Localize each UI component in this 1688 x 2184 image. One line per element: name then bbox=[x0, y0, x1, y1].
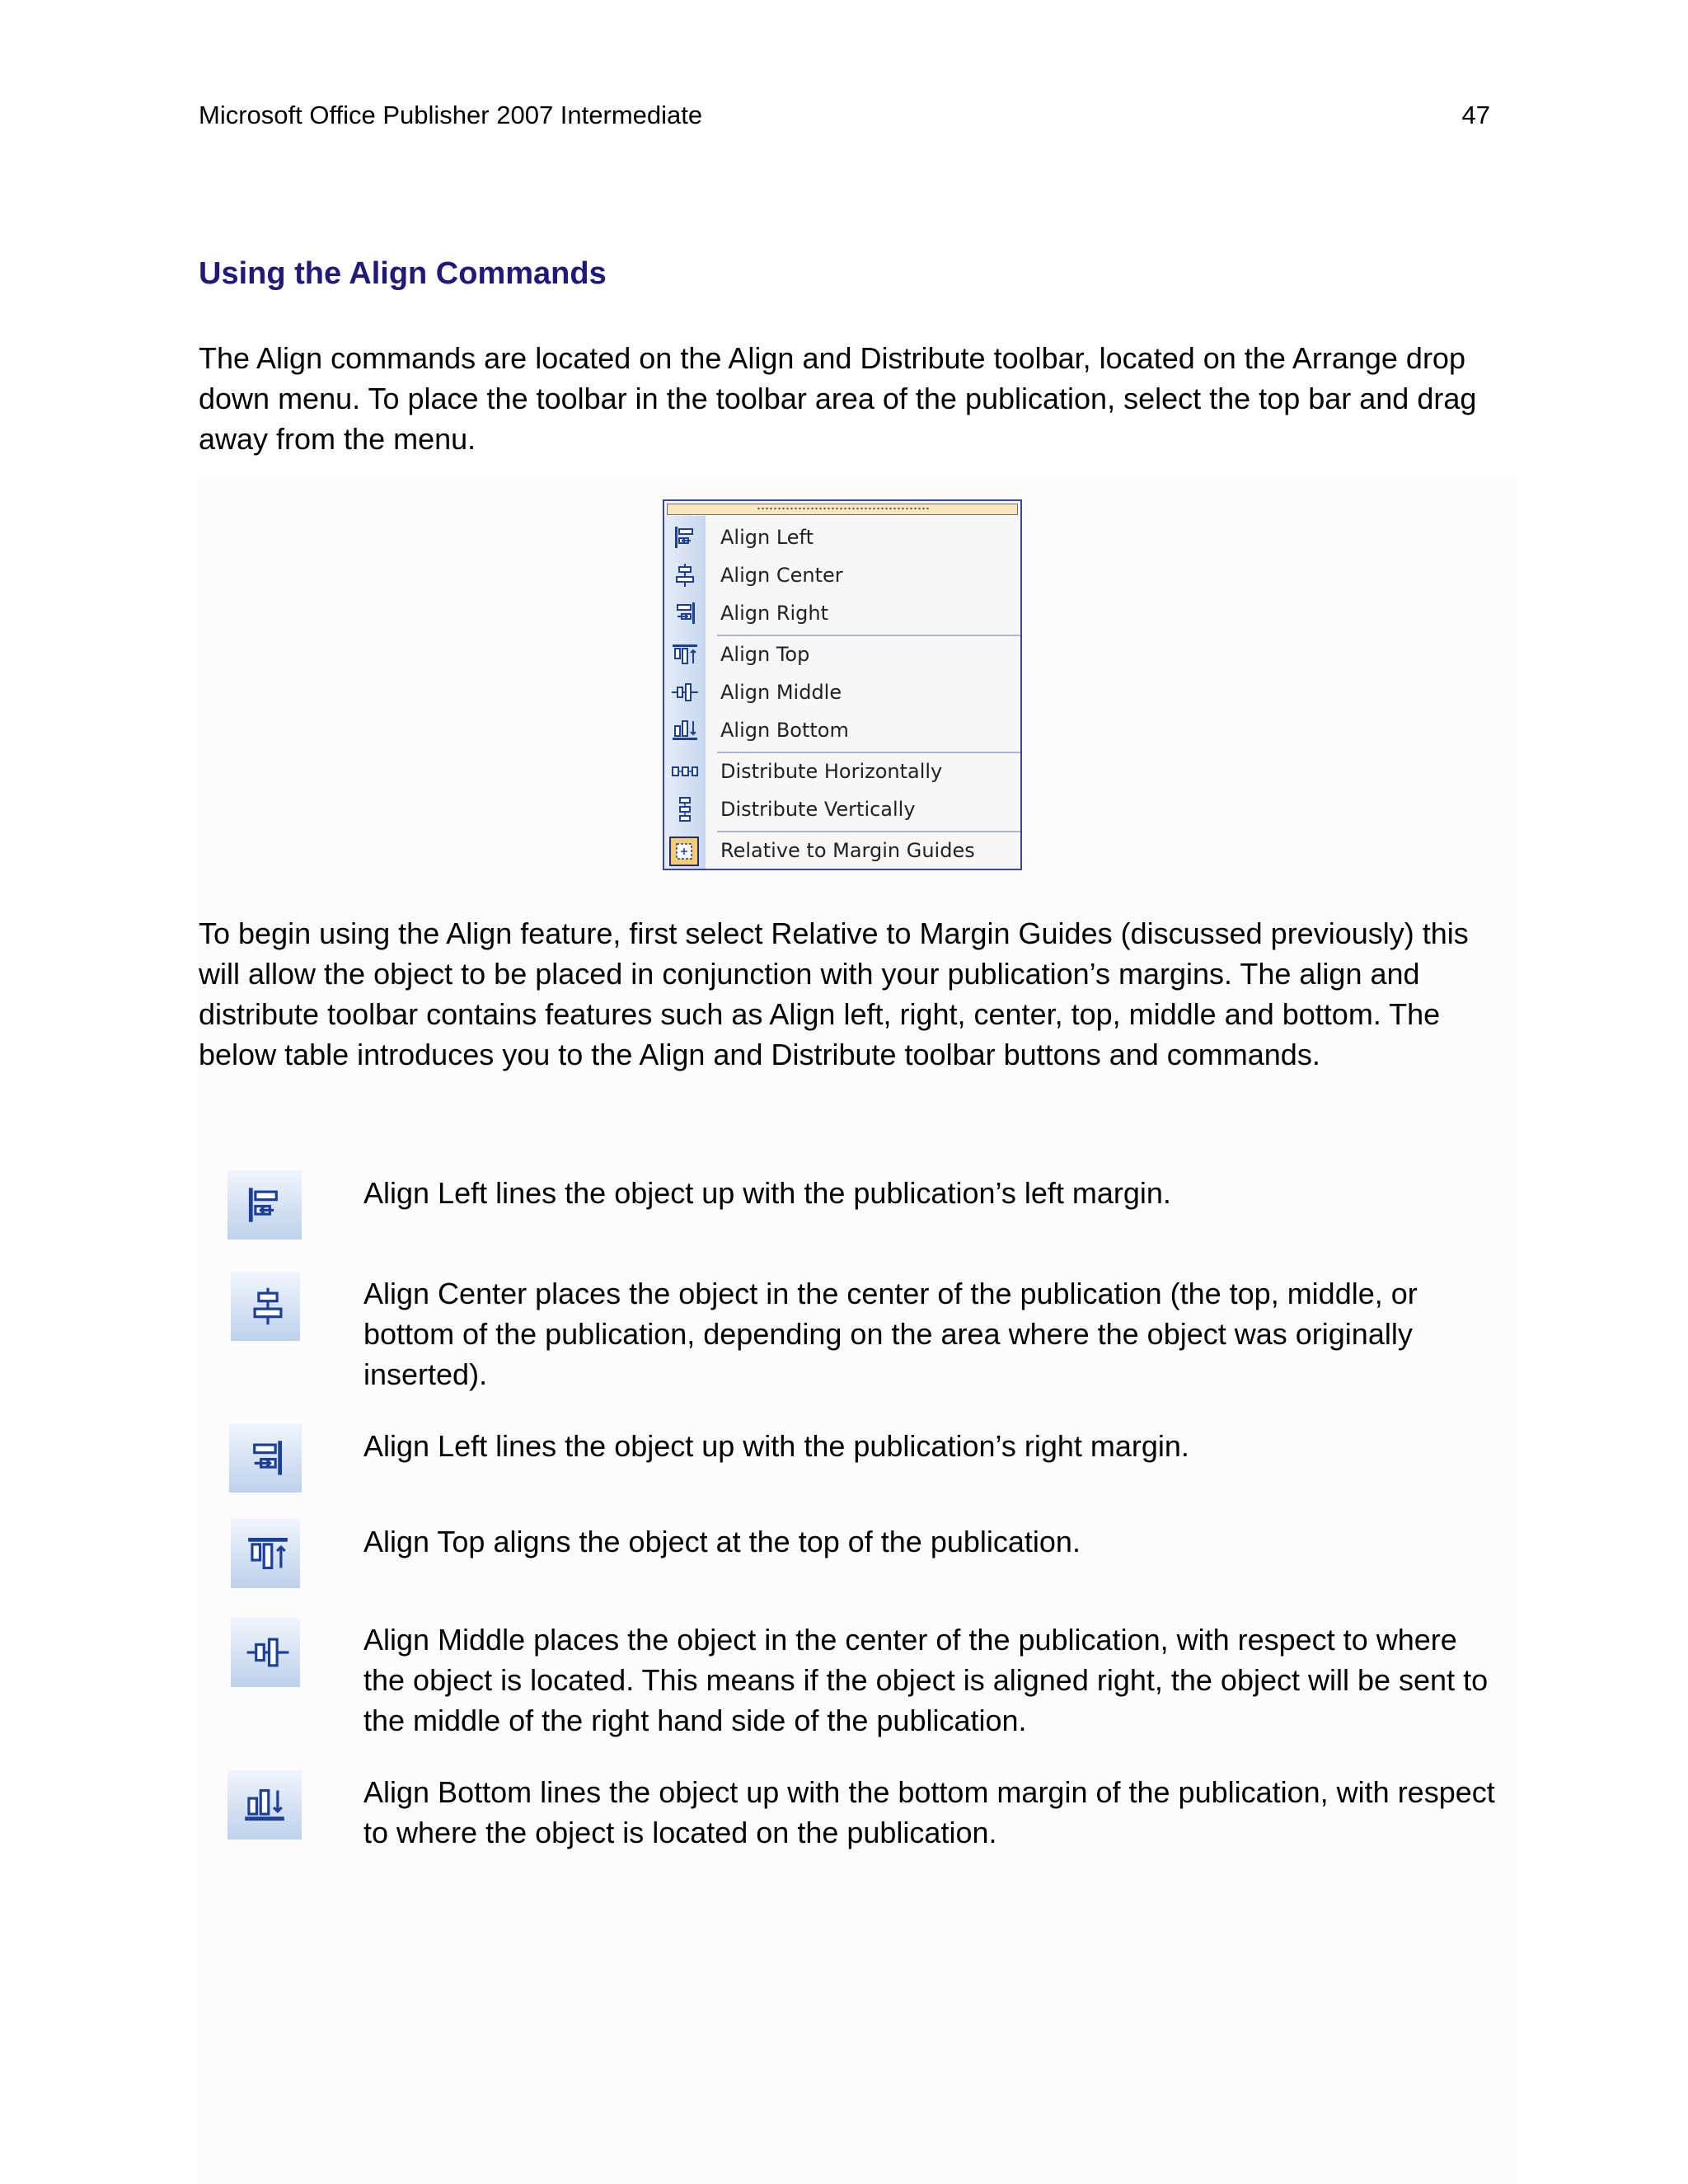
align-center-icon bbox=[671, 563, 699, 588]
align-left-icon bbox=[227, 1170, 302, 1240]
page-number: 47 bbox=[1461, 101, 1490, 129]
align-bottom-icon bbox=[671, 718, 699, 743]
body-paragraph: To begin using the Align feature, first select Relative to Margin Guides (discussed previously) this will allow the object to be placed in conjunction with your publication’s margins. The align and distribute toolbar contains features such as Align left, right, center, top, middle and bottom. The below table introduces you to the Align and Distribute toolbar buttons and commands. bbox=[199, 916, 1469, 1071]
document-title: Microsoft Office Publisher 2007 Intermediate bbox=[199, 101, 703, 129]
menu-item-label: Align Center bbox=[720, 564, 843, 587]
align-left-icon bbox=[671, 525, 699, 550]
align-top-description: Align Top aligns the object at the top of the publication. bbox=[363, 1525, 1081, 1558]
menu-item-align-right[interactable] bbox=[664, 595, 1020, 631]
align-distribute-menu bbox=[663, 499, 1022, 870]
menu-item-label: Distribute Horizontally bbox=[720, 760, 943, 783]
align-right-description: Align Left lines the object up with the publication’s right margin. bbox=[363, 1429, 1189, 1463]
align-center-description: Align Center places the object in the center of the publication (the top, middle, or bottom of the publication, depending on the area where the object was originally inserted). bbox=[363, 1277, 1418, 1391]
menu-item-align-center[interactable] bbox=[664, 557, 1020, 593]
distribute-vertically-icon bbox=[671, 797, 699, 822]
menu-item-align-bottom[interactable] bbox=[664, 712, 1020, 748]
menu-item-label: Align Bottom bbox=[720, 719, 849, 742]
intro-paragraph: The Align commands are located on the Align and Distribute toolbar, located on the Arrange drop down menu. To place the toolbar in the toolbar area of the publication, select the top bar and drag away from the menu. bbox=[199, 341, 1477, 456]
align-middle-description: Align Middle places the object in the center of the publication, with respect to where the object is located. This means if the object is aligned right, the object will be sent to the middle of the right hand side of the publication. bbox=[363, 1623, 1489, 1737]
distribute-horizontally-icon bbox=[671, 759, 699, 784]
align-bottom-description: Align Bottom lines the object up with the bottom margin of the publication, with respect to where the object is located on the publication. bbox=[363, 1775, 1495, 1849]
align-middle-icon bbox=[231, 1618, 300, 1687]
menu-item-align-top[interactable] bbox=[664, 636, 1020, 673]
menu-drag-bar[interactable] bbox=[667, 504, 1018, 515]
align-right-icon bbox=[229, 1423, 302, 1493]
align-middle-icon bbox=[671, 680, 699, 705]
relative-to-margin-guides-icon bbox=[669, 837, 699, 866]
menu-item-label: Relative to Margin Guides bbox=[720, 839, 975, 862]
menu-item-label: Align Top bbox=[720, 643, 810, 666]
align-top-icon bbox=[671, 642, 699, 667]
menu-item-label: Distribute Vertically bbox=[720, 798, 916, 821]
align-bottom-icon bbox=[227, 1770, 302, 1840]
menu-item-align-middle[interactable] bbox=[664, 674, 1020, 710]
running-header bbox=[199, 99, 1490, 132]
menu-item-distribute-vertically[interactable] bbox=[664, 791, 1020, 827]
menu-item-relative-to-margin-guides[interactable] bbox=[664, 832, 1020, 869]
menu-item-label: Align Middle bbox=[720, 681, 842, 704]
menu-item-label: Align Right bbox=[720, 602, 829, 625]
menu-item-label: Align Left bbox=[720, 526, 814, 549]
align-center-icon bbox=[231, 1272, 300, 1341]
section-heading: Using the Align Commands bbox=[199, 256, 607, 291]
menu-item-distribute-horizontally[interactable] bbox=[664, 753, 1020, 790]
align-right-icon bbox=[671, 601, 699, 626]
menu-item-align-left[interactable] bbox=[664, 519, 1020, 555]
align-top-icon bbox=[231, 1519, 300, 1588]
align-left-description: Align Left lines the object up with the publication’s left margin. bbox=[363, 1176, 1171, 1210]
